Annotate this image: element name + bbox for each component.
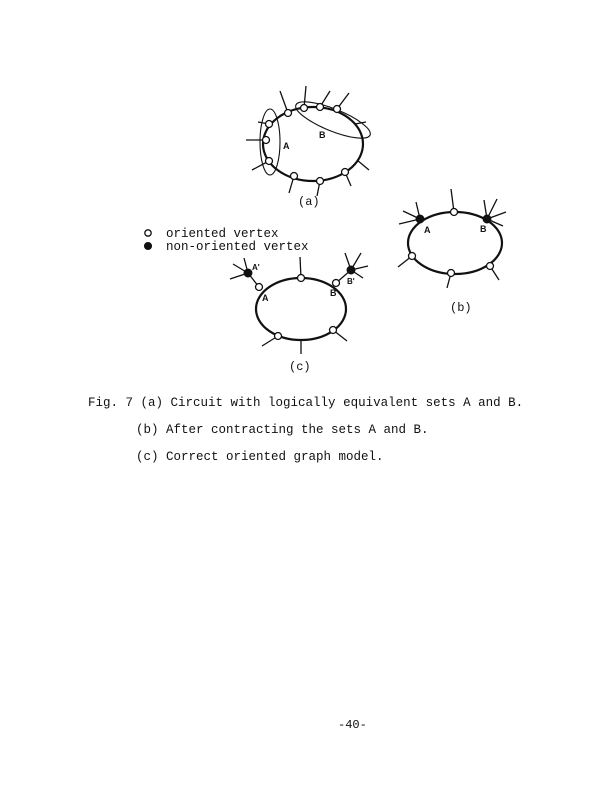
non-oriented-vertex-a bbox=[416, 215, 424, 223]
caption-line-1 bbox=[88, 396, 523, 410]
label-set-b: B bbox=[319, 130, 326, 140]
label-vertex-b-prime: B' bbox=[347, 277, 355, 286]
caption-text-a: (a) Circuit with logically equivalent sets A and B. bbox=[140, 396, 524, 410]
figure-label: Fig. 7 bbox=[88, 396, 134, 410]
non-oriented-vertex-b-prime bbox=[347, 266, 355, 274]
panel-c-label: (c) bbox=[289, 360, 311, 374]
legend-oriented-icon bbox=[145, 230, 151, 236]
set-b-enclosure bbox=[292, 95, 374, 145]
label-vertex-a-prime: A' bbox=[252, 263, 260, 272]
label-vertex-b-b: B bbox=[480, 224, 487, 234]
legend-oriented-label: oriented vertex bbox=[166, 227, 279, 241]
caption-line-3: (c) Correct oriented graph model. bbox=[136, 450, 384, 464]
label-set-a: A bbox=[283, 141, 290, 151]
panel-a-label: (a) bbox=[298, 195, 320, 209]
label-vertex-a-b: A bbox=[424, 225, 431, 235]
legend-non-oriented-label: non-oriented vertex bbox=[166, 240, 309, 254]
non-oriented-vertex-b bbox=[483, 215, 491, 223]
non-oriented-vertex-a-prime bbox=[244, 269, 252, 277]
oriented-vertices-a bbox=[263, 104, 349, 185]
label-vertex-b-c: B bbox=[330, 288, 337, 298]
caption-line-2: (b) After contracting the sets A and B. bbox=[136, 423, 429, 437]
panel-b-label: (b) bbox=[450, 301, 472, 315]
legend-non-oriented-icon bbox=[145, 243, 152, 250]
label-vertex-a-c: A bbox=[262, 293, 269, 303]
page-number: -40- bbox=[338, 718, 367, 732]
